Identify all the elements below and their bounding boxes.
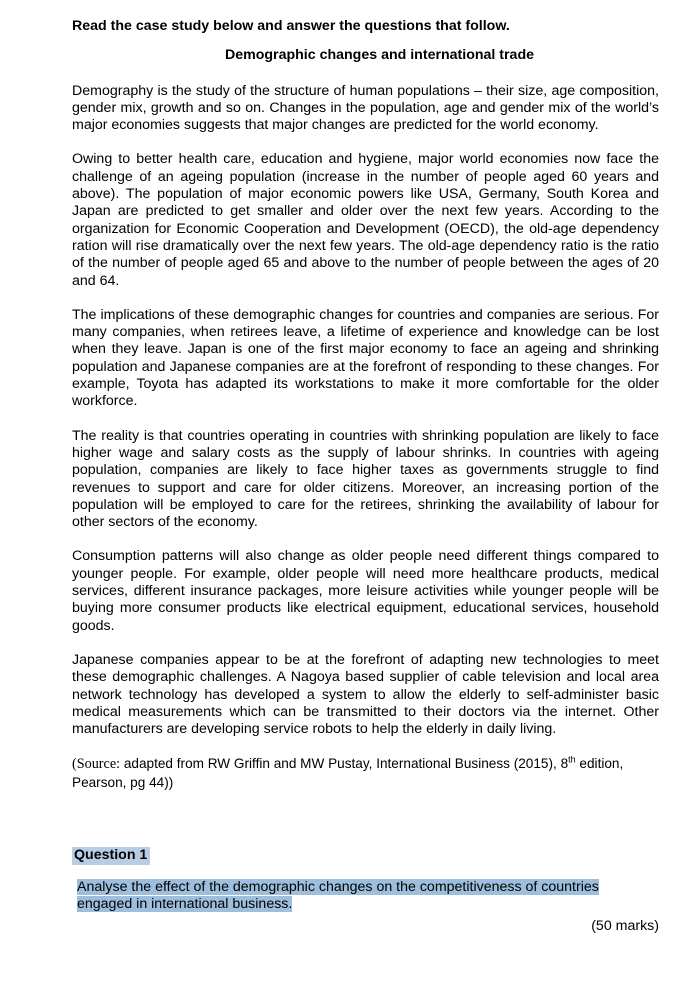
source-citation (72, 755, 659, 791)
source-label: (Source: (72, 756, 121, 773)
question-highlight: Analyse the effect of the demographic changes on the competitiveness of countries engaged in international business. (77, 878, 599, 913)
paragraph-3: The implications of these demographic changes for countries and companies are serious. For many companies, when retirees leave, a lifetime of experience and knowledge can be lost when they leave. Japan is one of the first major economy to face an ageing and shrinking population and Japanese companies are at the forefront of responding to these changes. For example, Toyota has adapted its workstations to make it more comfortable for the older workforce. (72, 306, 659, 410)
case-study-title: Demographic changes and international trade (224, 47, 535, 64)
source-superscript: th (568, 754, 576, 765)
instruction-text: Read the case study below and answer the questions that follow. (72, 18, 510, 34)
document-page (72, 18, 659, 935)
paragraph-2: Owing to better health care, education and hygiene, major world economies now face the challenge of an ageing population (increase in the number of people aged 60 years and above). The population of major economic powers like USA, Germany, South Korea and Japan are predicted to get smaller and older over the next few years. According to the organization for Economic Cooperation and Development (OECD), the old-age dependency ration will rise dramatically over the next few years. The old-age dependency ratio is the ratio of the number of people aged 65 and above to the number of people between the ages of 20 and 64. (72, 151, 659, 289)
source-text-end: edition, Pearson, pg 44)) (72, 756, 624, 790)
paragraph-4: The reality is that countries operating in countries with shrinking population are likely to face higher wage and salary costs as the supply of labour shrinks. In countries with ageing population, companies are likely to face higher taxes as governments struggle to find revenues to support and care for older citizens. Moreover, an increasing portion of the population will be employed to care for the retirees, shrinking the availability of labour for other sectors of the economy. (72, 427, 659, 531)
question-text (77, 879, 659, 914)
source-text: adapted from RW Griffin and MW Pustay, International Business (2015), 8 (120, 756, 569, 772)
paragraph-6: Japanese companies appear to be at the forefront of adapting new technologies to meet these demographic challenges. A Nagoya based supplier of cable television and local area network technology has developed a system to allow the elderly to self-administer basic medical measurements which can be transmitted to their doctors via the internet. Other manufacturers are developing service robots to help the elderly in daily living. (72, 651, 659, 738)
question-heading: Question 1 (72, 847, 150, 864)
paragraph-5: Consumption patterns will also change as older people need different things compared to younger people. For example, older people will need more healthcare products, medical services, different insurance packages, more leisure activities while younger people will be buying more consumer products like electrical equipment, educational services, household goods. (72, 548, 659, 634)
paragraph-1: Demography is the study of the structure of human populations – their size, age composition, gender mix, growth and so on. Changes in the population, age and gender mix of the world’s major economies suggests that major changes are predicted for the world economy. (72, 82, 659, 134)
question-marks: (50 marks) (591, 917, 659, 934)
